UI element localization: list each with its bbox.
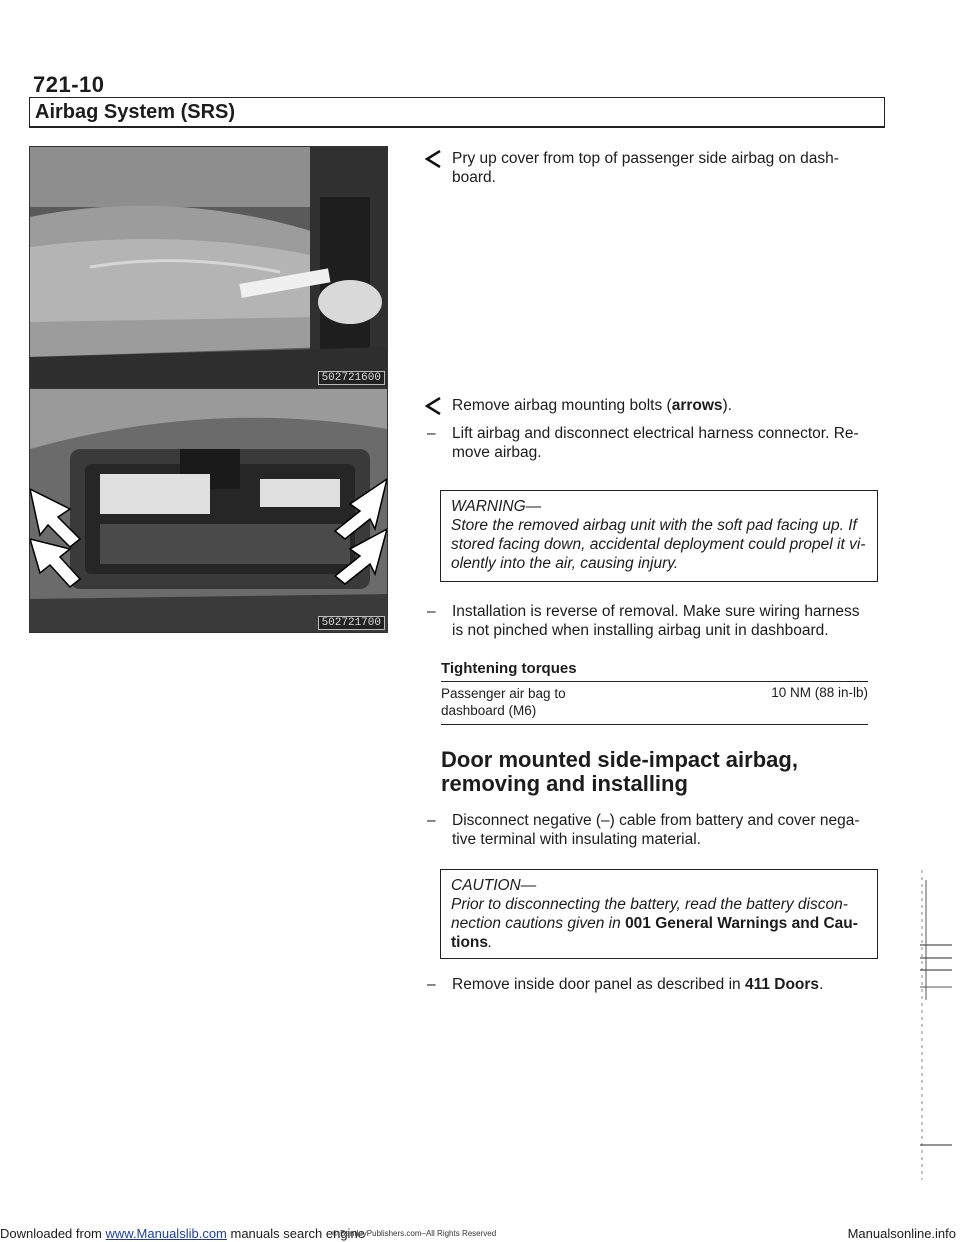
torques-table xyxy=(441,681,868,725)
text-span: Downloaded from xyxy=(0,1226,106,1241)
warning-line: stored facing down, accidental deployment could propel it vi- xyxy=(451,536,866,553)
footer-download-note xyxy=(0,1226,365,1241)
step-arrow-icon xyxy=(425,150,441,173)
text-span-bold: 001 General Warnings and Cau- xyxy=(625,915,858,932)
step-installation xyxy=(427,602,877,642)
text-line: is not pinched when installing airbag unit in dashboard. xyxy=(452,622,829,639)
step-pry-cover xyxy=(452,149,872,187)
manualslib-link[interactable]: www.Manualslib.com xyxy=(105,1226,227,1241)
caution-line xyxy=(451,914,867,933)
footer-site-name: Manualsonline.info xyxy=(847,1226,956,1241)
text-span: ). xyxy=(722,397,733,414)
text-span: . xyxy=(819,976,824,993)
photo-label: 502721700 xyxy=(318,616,385,630)
text-span: nection cautions given in xyxy=(451,915,626,932)
text-span: Remove airbag mounting bolts ( xyxy=(452,397,672,414)
section-heading xyxy=(441,748,798,796)
airbag-module-photo xyxy=(29,388,388,633)
step-remove-bolts xyxy=(452,396,872,415)
photo-label: 502721600 xyxy=(318,371,385,385)
dash-bullet: – xyxy=(427,603,436,620)
torque-item xyxy=(441,685,566,719)
caution-title: CAUTION— xyxy=(451,877,537,894)
dash-bullet: – xyxy=(427,425,436,442)
torques-title: Tightening torques xyxy=(441,660,577,677)
text-line: Installation is reverse of removal. Make sure wiring harness xyxy=(452,603,860,620)
step-disconnect-battery xyxy=(427,811,877,851)
page-number: 721-10 xyxy=(33,72,105,97)
torque-item-line: Passenger air bag to xyxy=(441,686,566,701)
caution-line: Prior to disconnecting the battery, read the battery discon- xyxy=(451,896,848,913)
text-line: Disconnect negative (–) cable from battery and cover nega- xyxy=(452,812,860,829)
warning-line: olently into the air, causing injury. xyxy=(451,555,679,572)
section-header xyxy=(29,97,885,128)
text-span-bold: tions xyxy=(451,934,489,951)
caution-line xyxy=(451,933,867,952)
step-remove-door-panel xyxy=(427,975,877,997)
text-span: . xyxy=(488,934,493,951)
text-line: Pry up cover from top of passenger side airbag on dash- xyxy=(452,150,839,167)
warning-title: WARNING— xyxy=(451,498,542,515)
heading-line: removing and installing xyxy=(441,771,688,796)
dash-bullet: – xyxy=(427,812,436,829)
margin-marks xyxy=(912,0,960,1220)
text-span: manuals search engine xyxy=(226,1226,365,1241)
text-line: tive terminal with insulating material. xyxy=(452,831,701,848)
warning-line: Store the removed airbag unit with the soft pad facing up. If xyxy=(451,517,857,534)
text-line: board. xyxy=(452,169,496,186)
warning-box xyxy=(440,490,878,582)
copyright-note: © BentleyPublishers.com–All Rights Reserved xyxy=(332,1229,497,1238)
heading-line: Door mounted side-impact airbag, xyxy=(441,747,798,772)
dash-bullet: – xyxy=(427,976,436,993)
section-title: Airbag System (SRS) xyxy=(35,101,236,123)
torque-value: 10 NM (88 in-lb) xyxy=(771,685,868,700)
text-span-bold: arrows xyxy=(671,397,723,414)
text-span: Remove inside door panel as described in xyxy=(452,976,745,993)
step-arrow-icon xyxy=(425,397,441,420)
text-span-bold: 411 Doors xyxy=(744,976,820,993)
torque-item-line: dashboard (M6) xyxy=(441,703,537,718)
step-lift-airbag xyxy=(427,424,877,464)
text-line: move airbag. xyxy=(452,444,542,461)
dashboard-photo xyxy=(29,146,388,388)
caution-box xyxy=(440,869,878,959)
text-line: Lift airbag and disconnect electrical harness connector. Re- xyxy=(452,425,859,442)
